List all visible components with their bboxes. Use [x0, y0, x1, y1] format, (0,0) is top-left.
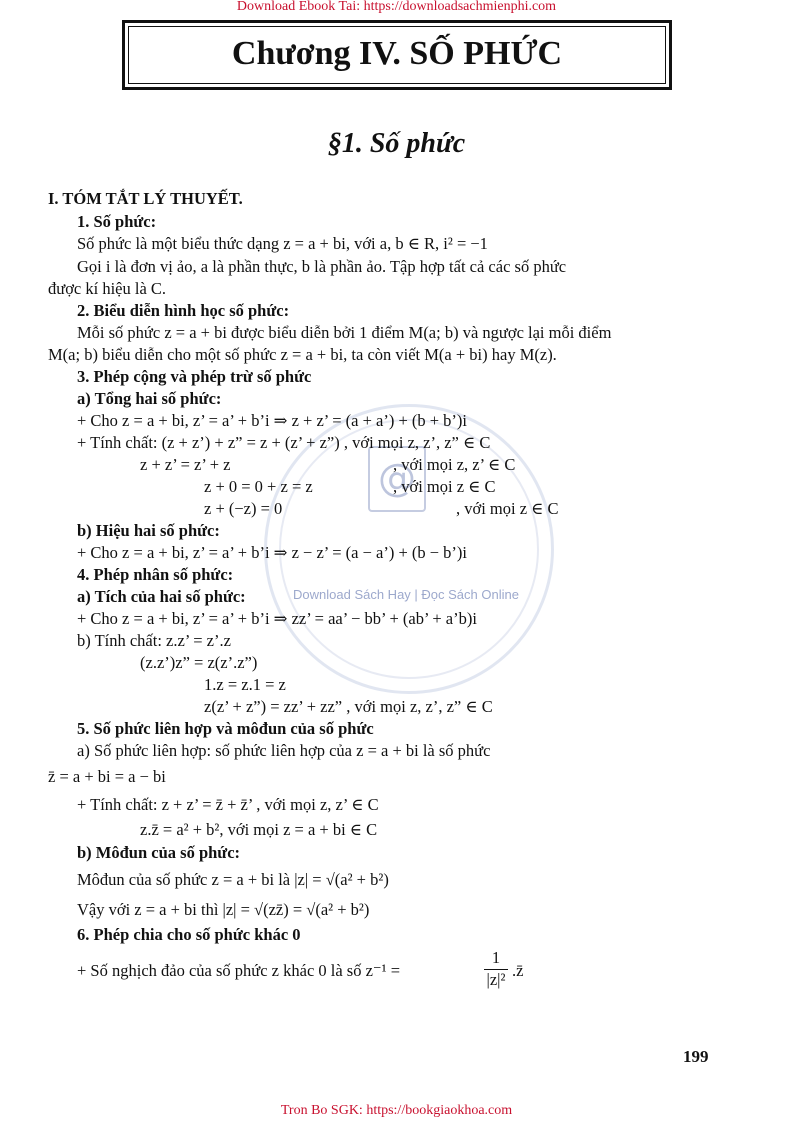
text-line: Gọi i là đơn vị ảo, a là phần thực, b là phần ảo. Tập hợp tất cả các số phức [77, 257, 567, 276]
formula-line: z.z̄ = a² + b², với mọi z = a + bi ∈ C [140, 820, 378, 839]
formula-line: z + z’ = z’ + z [140, 455, 231, 474]
bottom-download-banner[interactable]: Tron Bo SGK: https://bookgiaokhoa.com [280, 1103, 513, 1118]
formula-line: z̄ = a + bi = a − bi [48, 767, 166, 786]
subheading-sum: a) Tổng hai số phức: [77, 389, 222, 408]
text-line: Mỗi số phức z = a + bi được biểu diễn bởi 1 điểm M(a; b) và ngược lại mỗi điểm [77, 323, 612, 342]
section-title: §1. Số phức [327, 128, 466, 159]
subheading-multiplication: 4. Phép nhân số phức: [77, 565, 234, 584]
subheading-geometric-representation: 2. Biểu diễn hình học số phức: [77, 301, 290, 320]
formula-line: 1.z = z.1 = z [204, 675, 286, 694]
formula-condition: , với mọi z, z’ ∈ C [393, 455, 516, 474]
formula-line: z(z’ + z”) = zz’ + zz” , với mọi z, z’, z” ∈ C [204, 697, 493, 716]
book-icon: @ [368, 446, 426, 512]
text-line: được kí hiệu là C. [48, 279, 167, 298]
subheading-difference: b) Hiệu hai số phức: [77, 521, 220, 540]
text-line: a) Số phức liên hợp: số phức liên hợp của z = a + bi là số phức [77, 741, 491, 760]
subheading-conjugate-modulus: 5. Số phức liên hợp và môđun của số phức [77, 719, 374, 738]
subheading-division: 6. Phép chia cho số phức khác 0 [77, 925, 301, 944]
formula-condition: , với mọi z ∈ C [393, 477, 496, 496]
subheading-addition-subtraction: 3. Phép cộng và phép trừ số phức [77, 367, 312, 386]
text-line: Số phức là một biểu thức dạng z = a + bi, với a, b ∈ R, i² = −1 [77, 234, 488, 253]
formula-line: z + 0 = 0 + z = z [204, 477, 313, 496]
text-line: M(a; b) biểu diễn cho một số phức z = a + bi, ta còn viết M(a + bi) hay M(z). [48, 345, 557, 364]
formula-line: z + (−z) = 0 [204, 499, 283, 518]
page-number: 199 [683, 1047, 709, 1066]
formula-condition: , với mọi z ∈ C [456, 499, 559, 518]
heading-theory-summary: I. TÓM TẮT LÝ THUYẾT. [48, 189, 243, 208]
chapter-title-box [122, 20, 672, 90]
formula-line: b) Tính chất: z.z’ = z’.z [77, 631, 231, 650]
subheading-modulus: b) Môđun của số phức: [77, 843, 241, 862]
formula-line: Vậy với z = a + bi thì |z| = √(zz̄) = √(a² + b²) [77, 900, 370, 919]
fraction [484, 948, 508, 990]
subheading-product: a) Tích của hai số phức: [77, 587, 246, 606]
watermark-label: Download Sách Hay | Đọc Sách Online [293, 587, 519, 602]
chapter-title: Chương IV. SỐ PHỨC [231, 35, 563, 72]
formula-line: Môđun của số phức z = a + bi là |z| = √(a² + b²) [77, 870, 389, 889]
subheading-complex-number: 1. Số phức: [77, 212, 157, 231]
fraction-numerator: 1 [491, 948, 501, 967]
formula-line: + Cho z = a + bi, z’ = a’ + b’i ⇒ z − z’ = (a − a’) + (b − b’)i [77, 543, 467, 562]
top-download-banner[interactable]: Download Ebook Tai: https://downloadsachmienphi.com [236, 0, 557, 14]
formula-line: + Cho z = a + bi, z’ = a’ + b’i ⇒ zz’ = aa’ − bb’ + (ab’ + a’b)i [77, 609, 477, 628]
formula-line: + Tính chất: (z + z’) + z” = z + (z’ + z”) , với mọi z, z’, z” ∈ C [77, 433, 491, 452]
formula-line: + Tính chất: z + z’ = z̄ + z̄’ , với mọi z, z’ ∈ C [77, 795, 379, 814]
fraction-suffix: .z̄ [512, 961, 524, 980]
formula-line: + Cho z = a + bi, z’ = a’ + b’i ⇒ z + z’ = (a + a’) + (b + b’)i [77, 411, 467, 430]
formula-line: + Số nghịch đảo của số phức z khác 0 là số z⁻¹ = [77, 961, 401, 980]
fraction-denominator: |z|² [484, 969, 508, 990]
formula-line: (z.z’)z” = z(z’.z”) [140, 653, 258, 672]
